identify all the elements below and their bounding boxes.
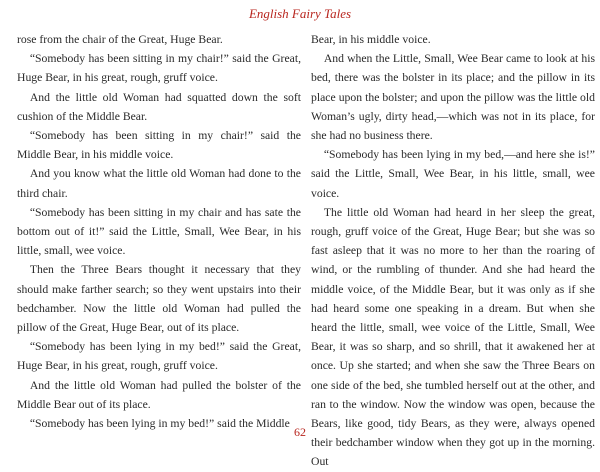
right-text-column <box>311 30 595 472</box>
paragraph: And the little old Woman had pulled the bolster of the Middle Bear out of its place. <box>17 378 301 411</box>
paragraph: “Somebody has been sitting in my chair!” said the Great, Huge Bear, in his great, rough, gruff voice. <box>17 52 301 85</box>
left-text-column <box>17 30 301 433</box>
paragraph: rose from the chair of the Great, Huge Bear. <box>17 33 223 46</box>
paragraph: Bear, in his middle voice. <box>311 33 431 46</box>
paragraph: “Somebody has been sitting in my chair and has sate the bottom out of it!” said the Little, Small, Wee Bear, in his little, small, wee voice. <box>17 205 301 258</box>
paragraph: “Somebody has been lying in my bed!” said the Great, Huge Bear, in his great, rough, gruff voice. <box>17 340 301 373</box>
paragraph: And you know what the little old Woman had done to the third chair. <box>17 167 301 200</box>
paragraph: “Somebody has been sitting in my chair!” said the Middle Bear, in his middle voice. <box>17 129 301 162</box>
paragraph: And when the Little, Small, Wee Bear came to look at his bed, there was the bolster in its place; and the pillow in its place upon the bolster; and upon the pillow was the little old Woman’s ugly, dirty head,—which was not in its place, for she had no business there. <box>311 52 595 143</box>
running-head-title: English Fairy Tales <box>248 6 352 21</box>
page-number: 62 <box>294 425 306 439</box>
paragraph: The little old Woman had heard in her sleep the great, rough, gruff voice of the Great, Huge Bear; but she was so fast asleep that it was no more to her than the roaring of wind, or the rumbling of thunder. And she had heard the middle voice, of the Middle Bear, but it was only as if she had heard some one speaking in a dream. But when she heard the little, small, wee voice of the Little, Small, Wee Bear, it was so sharp, and so shrill, that it awakened her at once. Up she started; and when she saw the Three Bears on one side of the bed, she tumbled herself out at the other, and ran to the window. Now the window was open, because the Bears, like good, tidy Bears, as they were, always opened their bedchamber window when they got up in the morning. Out <box>311 205 595 469</box>
paragraph: And the little old Woman had squatted down the soft cushion of the Middle Bear. <box>17 90 301 123</box>
paragraph: “Somebody has been lying in my bed!” said the Middle <box>29 417 290 431</box>
paragraph: “Somebody has been lying in my bed,—and here she is!” said the Little, Small, Wee Bear, in his little, small, wee voice. <box>311 148 595 200</box>
paragraph: Then the Three Bears thought it necessary that they should make farther search; so they went upstairs into their bedchamber. Now the little old Woman had pulled the pillow of the Great, Huge Bear, out of its place. <box>17 263 301 335</box>
